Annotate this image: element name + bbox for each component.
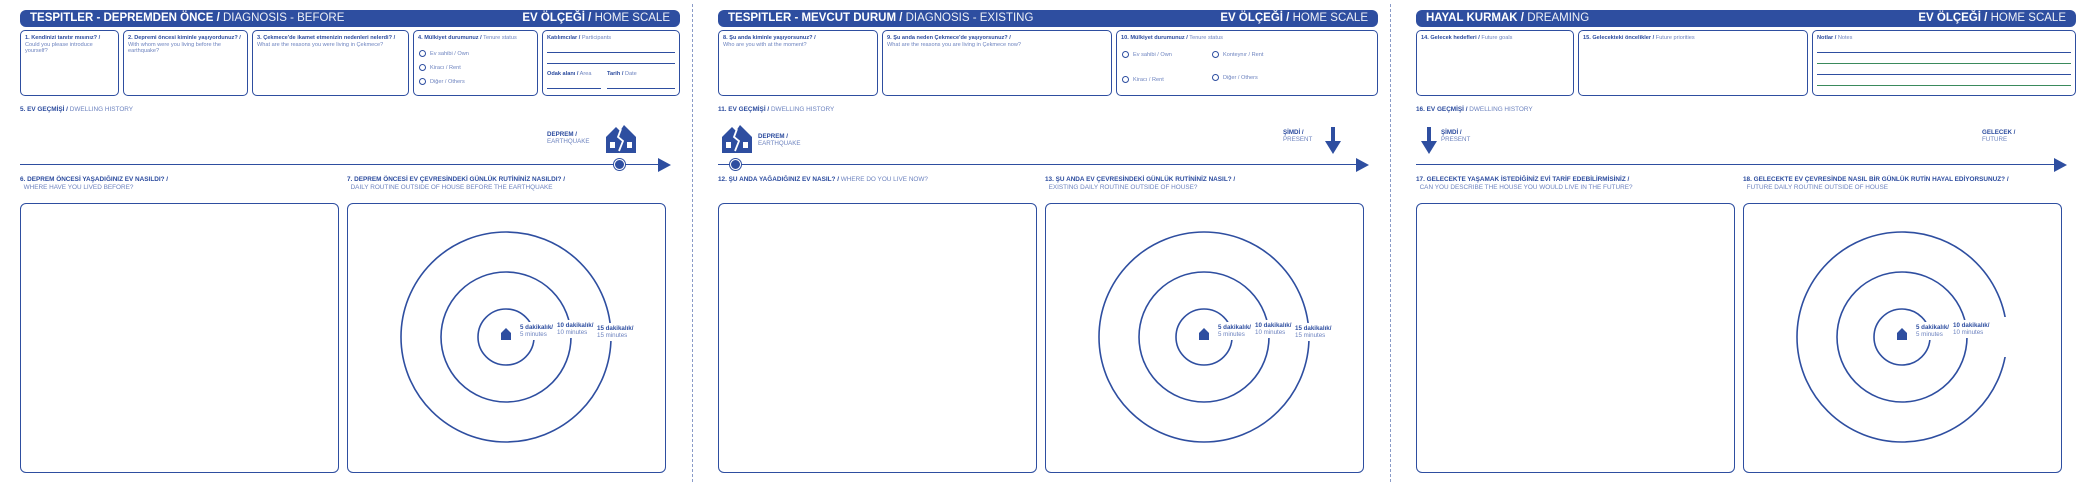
notes-line[interactable]	[1817, 85, 2071, 86]
q15-label-en: Future priorities	[1655, 35, 1695, 41]
marker-label: DEPREM /	[547, 131, 577, 138]
ring-15-label: 15 dakikalık/	[1295, 325, 1332, 332]
q17-label-en: CAN YOU DESCRIBE THE HOUSE YOU WOULD LIVE IN THE FUTURE?	[1419, 183, 1633, 191]
notes-line[interactable]	[1817, 52, 2071, 53]
history-label: 5. EV GEÇMİŞİ /	[20, 106, 68, 113]
date-label-en: Date	[624, 71, 637, 77]
home-icon	[1897, 328, 1907, 340]
header-title-en: DIAGNOSIS - BEFORE	[222, 12, 345, 24]
participants-label-en: Participants	[581, 35, 612, 41]
routine-rings	[1744, 204, 2061, 472]
question-box-8[interactable]	[718, 30, 878, 96]
down-arrow-icon	[1324, 127, 1342, 155]
q8-label: 8. Şu anda kiminle yaşıyorsunuz? /	[723, 35, 816, 41]
ring-5-label-en: 5 minutes	[1218, 331, 1245, 338]
tenure-option-label: Konteynır / Rent	[1223, 51, 1264, 58]
q14-label-en: Future goals	[1481, 35, 1513, 41]
future-label	[1982, 129, 2015, 144]
earthquake-label	[547, 131, 590, 146]
q9-label-en: What are the reasons you are living in Çekmece now?	[887, 41, 1022, 48]
history-label-en: DWELLING HISTORY	[69, 106, 134, 113]
q12-label-en: WHERE DO YOU LIVE NOW?	[840, 176, 928, 183]
date-line[interactable]	[607, 88, 675, 89]
q1-label-en: Could you please introduce yourself?	[25, 41, 93, 55]
question-box-1[interactable]	[20, 30, 119, 96]
dwelling-history-title	[1416, 106, 1533, 114]
header-scale-en: HOME SCALE	[1990, 12, 2066, 24]
header-title-en: DIAGNOSIS - EXISTING	[905, 12, 1034, 24]
header-scale: EV ÖLÇEĞİ /	[1918, 12, 1988, 24]
ring-10-label: 10 dakikalık/	[1255, 322, 1292, 329]
panel-divider	[1390, 4, 1391, 482]
present-label	[1441, 129, 1470, 144]
radio-icon[interactable]	[1212, 74, 1219, 81]
future-house-drawing-area[interactable]	[1416, 203, 1735, 473]
history-label-en: DWELLING HISTORY	[1469, 106, 1533, 113]
marker-label-en: EARTHQUAKE	[758, 140, 801, 148]
timeline	[718, 164, 1358, 165]
q13-label: 13. ŞU ANDA EV ÇEVRESİNDEKİ GÜNLÜK RUTİNİNİZ NASIL? /	[1045, 176, 1236, 183]
notes-line[interactable]	[1817, 63, 2071, 64]
header-title: HAYAL KURMAK /	[1426, 12, 1524, 24]
tenure-box	[413, 30, 538, 96]
timeline-arrow-icon	[1356, 158, 1369, 172]
timeline-marker-earthquake[interactable]	[614, 159, 625, 170]
q6-label-en: WHERE HAVE YOU LIVED BEFORE?	[23, 183, 134, 191]
tenure-option-label: Kiracı / Rent	[430, 64, 461, 71]
routine-rings	[1046, 204, 1363, 472]
collapsed-house-icon	[720, 123, 754, 153]
notes-box[interactable]	[1812, 30, 2076, 96]
panel-existing	[718, 0, 1400, 485]
ring-5-label: 5 dakikalık/	[1218, 324, 1252, 331]
tenure-option-rent[interactable]	[419, 64, 461, 71]
ring-10-label: 10 dakikalık/	[1953, 322, 1990, 329]
history-label: 16. EV GEÇMİŞİ /	[1416, 106, 1468, 113]
radio-icon[interactable]	[1212, 51, 1219, 58]
q8-label-en: Who are you with at the moment?	[723, 41, 807, 48]
panel-header	[1416, 10, 2076, 27]
marker-label: DEPREM /	[758, 133, 788, 140]
timeline-arrow-icon	[658, 158, 671, 172]
participants-box	[542, 30, 680, 96]
header-scale-en: HOME SCALE	[1292, 12, 1368, 24]
q18-label: 18. GELECEKTE EV ÇEVRESİNDE NASIL BİR GÜNLÜK RUTİN HAYAL EDİYORSUNUZ? /	[1743, 176, 2009, 183]
header-title: TESPITLER - DEPREMDEN ÖNCE /	[30, 12, 220, 24]
participants-label: Katılımcılar /	[547, 35, 581, 41]
question-box-2[interactable]	[123, 30, 248, 96]
timeline-marker-earthquake[interactable]	[730, 159, 741, 170]
participants-line[interactable]	[547, 63, 675, 64]
radio-icon[interactable]	[419, 50, 426, 57]
q2-label: 2. Depremi öncesi kiminle yaşıyordunuz? /	[128, 35, 241, 41]
header-scale-en: HOME SCALE	[594, 12, 670, 24]
tenure-option-own[interactable]	[419, 50, 469, 57]
tenure-option-label: Ev sahibi / Own	[430, 50, 469, 57]
tenure-option-label: Kiracı / Rent	[1133, 76, 1164, 83]
tenure-option-other[interactable]	[1212, 74, 1258, 81]
home-icon	[501, 328, 511, 340]
radio-icon[interactable]	[419, 64, 426, 71]
q10-label-en: Tenure status	[1189, 35, 1223, 41]
history-label-en: DWELLING HISTORY	[770, 106, 835, 113]
question-box-3[interactable]	[252, 30, 409, 96]
dwelling-history-title	[20, 106, 133, 114]
ring-5-label: 5 dakikalık/	[1916, 324, 1950, 331]
area-label-en: Area	[579, 71, 592, 77]
q6-title	[20, 176, 168, 191]
present-label	[1283, 129, 1312, 144]
current-house-drawing-area[interactable]	[718, 203, 1037, 473]
marker-label-en: PRESENT	[1283, 136, 1313, 144]
radio-icon[interactable]	[419, 78, 426, 85]
dwelling-history-title	[718, 106, 834, 114]
panel-header	[718, 10, 1378, 27]
q9-label: 9. Şu anda neden Çekmece'de yaşıyorsunuz? /	[887, 35, 1011, 41]
tenure-option-other[interactable]	[419, 78, 465, 85]
marker-label: ŞİMDİ /	[1441, 129, 1462, 136]
tenure-option-container[interactable]	[1212, 51, 1263, 58]
tenure-box	[1116, 30, 1378, 96]
panel-before	[20, 0, 702, 485]
q2-label-en: With whom were you living before the earthquake?	[128, 41, 221, 55]
collapsed-house-icon	[604, 123, 638, 153]
q4-label-en: Tenure status	[483, 35, 517, 41]
area-label: Odak alanı /	[547, 71, 579, 77]
tenure-option-label: Diğer / Others	[430, 78, 465, 85]
q13-label-en: EXISTING DAILY ROUTINE OUTSIDE OF HOUSE?	[1048, 183, 1198, 191]
area-line[interactable]	[547, 88, 601, 89]
header-scale: EV ÖLÇEĞİ /	[522, 12, 592, 24]
ring-15-label-en: 15 minutes	[1295, 332, 1326, 339]
ring-10-label: 10 dakikalık/	[557, 322, 594, 329]
timeline	[20, 164, 660, 165]
notes-line[interactable]	[1817, 74, 2071, 75]
q10-label: 10. Mülkiyet durumunuz /	[1121, 35, 1188, 41]
ring-5-label-en: 5 minutes	[520, 331, 547, 338]
q18-title	[1743, 176, 2009, 191]
date-label: Tarih /	[607, 71, 624, 77]
earthquake-label	[758, 133, 801, 148]
ring-5-label: 5 dakikalık/	[520, 324, 554, 331]
routine-rings	[348, 204, 665, 472]
routine-map-area[interactable]	[1045, 203, 1364, 473]
history-label: 11. EV GEÇMİŞİ /	[718, 106, 770, 113]
question-box-14[interactable]	[1416, 30, 1574, 96]
ring-10-label-en: 10 minutes	[1953, 329, 1984, 336]
q13-title	[1045, 176, 1235, 191]
q1-label: 1. Kendinizi tanıtır mısınız? /	[25, 35, 101, 41]
q17-label: 17. GELECEKTE YAŞAMAK İSTEDİĞİNİZ EVİ TARİF EDEBİLİRMİSİNİZ /	[1416, 176, 1630, 183]
ring-10-label-en: 10 minutes	[557, 329, 588, 336]
q15-label: 15. Gelecekteki öncelikler /	[1583, 35, 1655, 41]
participants-line[interactable]	[547, 52, 675, 53]
panel-divider	[692, 4, 693, 482]
q14-label: 14. Gelecek hedefleri /	[1421, 35, 1480, 41]
routine-map-area[interactable]	[347, 203, 666, 473]
tenure-option-label: Diğer / Others	[1223, 74, 1258, 81]
down-arrow-icon	[1420, 127, 1438, 155]
q4-label: 4. Mülkiyet durumunuz /	[418, 35, 482, 41]
q12-title	[718, 176, 928, 184]
question-box-15[interactable]	[1578, 30, 1808, 96]
ring-15-label-en: 15 minutes	[597, 332, 628, 339]
marker-label-en: EARTHQUAKE	[547, 138, 590, 146]
q7-label: 7. DEPREM ÖNCESİ EV ÇEVRESİNDEKİ GÜNLÜK RUTİNİNİZ NASILDI? /	[347, 176, 566, 183]
tenure-option-own[interactable]	[1122, 51, 1172, 58]
q12-label: 12. ŞU ANDA YAĞADIĞINIZ EV NASIL? /	[718, 176, 839, 183]
home-icon	[1199, 328, 1209, 340]
header-scale: EV ÖLÇEĞİ /	[1220, 12, 1290, 24]
routine-map-area[interactable]	[1743, 203, 2062, 473]
question-box-9[interactable]	[882, 30, 1112, 96]
ring-10-label-en: 10 minutes	[1255, 329, 1286, 336]
notes-label-en: Notes	[1837, 35, 1853, 41]
ring-15-label: 15 dakikalık/	[597, 325, 634, 332]
q6-label: 6. DEPREM ÖNCESİ YAŞADIĞINIZ EV NASILDI? /	[20, 176, 169, 183]
header-title: TESPITLER - MEVCUT DURUM /	[728, 12, 903, 24]
marker-label: GELECEK /	[1982, 129, 2016, 136]
radio-icon[interactable]	[1122, 51, 1129, 58]
notes-label: Notlar /	[1817, 35, 1837, 41]
q17-title	[1416, 176, 1633, 191]
q7-label-en: DAILY ROUTINE OUTSIDE OF HOUSE BEFORE THE EARTHQUAKE	[350, 183, 553, 191]
q18-label-en: FUTURE DAILY ROUTINE OUTSIDE OF HOUSE	[1746, 183, 1888, 191]
header-title-en: DREAMING	[1527, 12, 1590, 24]
radio-icon[interactable]	[1122, 76, 1129, 83]
q3-label-en: What are the reasons you were living in Çekmece?	[257, 41, 384, 48]
q7-title	[347, 176, 565, 191]
marker-label-en: FUTURE	[1982, 136, 2008, 144]
ring-5-label-en: 5 minutes	[1916, 331, 1943, 338]
timeline	[1416, 164, 2056, 165]
panel-dreaming	[1416, 0, 2081, 485]
tenure-option-rent[interactable]	[1122, 76, 1164, 83]
marker-label-en: PRESENT	[1441, 136, 1471, 144]
q3-label: 3. Çekmece'de ikamet etmenizin nedenleri nelerdi? /	[257, 35, 396, 41]
previous-house-drawing-area[interactable]	[20, 203, 339, 473]
tenure-option-label: Ev sahibi / Own	[1133, 51, 1172, 58]
marker-label: ŞİMDİ /	[1283, 129, 1304, 136]
panel-header	[20, 10, 680, 27]
timeline-arrow-icon	[2054, 158, 2067, 172]
